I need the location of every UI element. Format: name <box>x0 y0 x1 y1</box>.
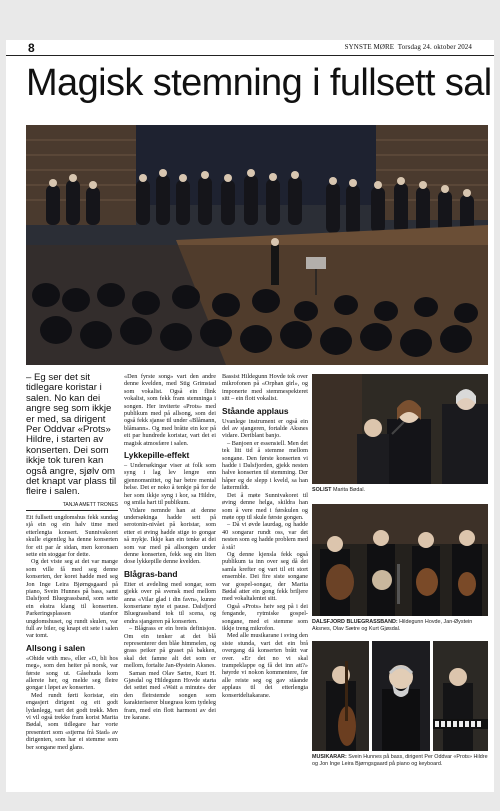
article-headline: Magisk stemning i fullsett sal <box>26 62 492 104</box>
caption-label: MUSIKARAR: <box>312 754 347 760</box>
subheading-blagras: Blågras-band <box>124 568 178 579</box>
newspaper-page <box>6 40 494 792</box>
publication-date: Torsdag 24. oktober 2024 <box>397 43 472 51</box>
caption-label: DALSFJORD BLUEGRASSBAND: <box>312 619 398 625</box>
paragraph: Med alle musikarane i sving den siste stunda, vart det ein brå overgang då konserten brått var over. «Er det no vi skal trampeklappe og få dei inn att?» høyrde vi nokon kommentere, før alle reiste seg og gav ståande applaus til dei etterlengta konsertdeltakarane. <box>222 632 308 699</box>
article-column-1 <box>26 373 118 751</box>
musician-photo-conductor <box>372 641 430 751</box>
paragraph: Og denne kjensla fekk også publikum ta inn over seg då dei samla krefter og vart til eit stort ensemble. Dei fire siste songane var gospel-songar, der Marita Bødal atter ein gong fekk briljere med vokaltalentet sitt. <box>222 550 308 603</box>
subheading-lykkepille: Lykkepille-effekt <box>124 450 190 461</box>
conductor-illustration <box>372 641 430 751</box>
choir-scene-illustration <box>26 125 488 365</box>
subheading-allsong: Allsong i salen <box>26 642 86 653</box>
paragraph: Bassist Hildegunn Hovde tok over mikrofonen på «Orphan girl», og imponerte med stemmespekteret sitt – ein flott vokalist. <box>222 373 308 403</box>
choir-concert-photo <box>26 125 488 365</box>
paragraph: Eit fullsett ungdomshus fekk sundag sjå ein og ein halv time med etterlengta konsert. Sunnivakoret skulle eigentleg ha denne konserten for eit par år sidan, men koronaen sette ein stoggar for dette. <box>26 513 118 558</box>
paragraph: Saman med Olav Sætre, Kurt H. Gjøsdal og Hildegunn Hovde starta dei settet med «Wait a minute» der den fleirstemde songen som karakteriserer bluegrass kom tydeleg fram, med ein flott harmoni av dei tre karane. <box>124 669 216 722</box>
publication-line <box>345 43 472 51</box>
paragraph: Med rundt førti koristar, ein engasjert dirigent og eit godt lydanlegg, vart det godt trøkk. Men vi vil også trekke fram korist Marita Bødal, som tidlegare har vorte presentert som «stjerna frå Stad» av dirigenten, som har ei stemme som ber songane med glans. <box>26 691 118 751</box>
publication-name: SYNSTE MØRE <box>344 43 395 51</box>
paragraph: – Då vi øvde laurdag, og hadde 40 songarar rundt oss, var det nesten som eg hadde problem med å stå! <box>222 521 308 551</box>
article-ingress: – Eg ser det sit tidlegare koristar i salen. No kan dei angre seg som ikkje er med, sa dirigent Per Oddvar «Prots» Hildre, i starten av konserten. Dei som ikkje tok turen kan også angre, sjølv om det knapt var plass til fleire i salen. <box>26 372 117 498</box>
pianist-illustration <box>433 641 488 751</box>
caption-text: Hildegunn Hovde, Jan-Øystein Aksnes, Olav Sætre og Kurt Gjøsdal. <box>312 619 473 632</box>
caption-label: SOLIST <box>312 487 332 493</box>
paragraph: – Blågrass er ein breis definisjon. Om ein tenker at det blå representerer den blåe himmelen, og grass peiker på graset på bakken, skal det famne alt det som er mellom, fortalte Jan-Øystein Aksnes. <box>124 625 216 670</box>
soloist-photo <box>312 374 488 484</box>
bassist-illustration <box>312 641 369 751</box>
article-column-3 <box>222 373 308 699</box>
bluegrass-band-photo <box>312 504 488 616</box>
article-column-2 <box>124 373 216 721</box>
soloist-illustration <box>312 374 488 484</box>
article-byline: TANJA AMETT TRONES <box>26 502 118 511</box>
musician-photo-bass <box>312 641 369 751</box>
paragraph: Vidare nemnde han at denne undersøkinga hadde sett på serotonin-nivået på koristar, som etter ei øving hadde stige to gongar så mykje. Ikkje kan ein tenke at dei som var med på allsongen under denne konserten, fekk seg ein liten dose lykkepille denne kvelden. <box>124 506 216 566</box>
paragraph: Og det viste seg at det var mange som ville få med seg denne konserten, der koret hadde med seg Jon Inge Leira Bjørngsgaard på piano, Svein Hunnes på bass, samt Dalsfjord Bluegrassband, som sette ein ekstra klang til konserten. Parkeringsplassen utanfor ungdomshuset, og rundt skulen, var full av biler, og knapt eit sete i salen var tomt. <box>26 558 118 640</box>
musicians-caption <box>312 754 488 767</box>
paragraph: «Den fyrste song» vart den andre denne kvelden, med Stig Grimstad som vokalist. Også ein flink vokalist, som fekk fram stemninga i songen. Her inviterte «Prots» med publikum med på allsong, som dei også fekk sjanse til under «Blåmann, blåmann». Og med bråtte ein kor på eit par hundrede koristar, vart det ei magisk atmosfære i salen. <box>124 373 216 447</box>
paragraph: Etter ei avdeling med songar, som gjekk over på svensk med mellom anna «Vilar glad i din favn», kunne konsertane nyte ei pause. Dalsfjord Bluegrassband tok til scena, og endra sjangeren på konserten. <box>124 580 216 625</box>
band-caption <box>312 619 488 632</box>
subheading-staande-applaus: Ståande applaus <box>222 405 289 416</box>
paragraph: Uvanlege instrument er også ein del av sjangeren, fortalde Aksnes vidare. Deriblant banjo. <box>222 417 308 440</box>
paragraph: – Undersøkingar viser at folk som syng i lag lev lengre enn gjennomsnittet, og har betre mental helse. Det er noko å tenkje på for de her som ikkje syng i kor, sa Hildre, og smila hart til publikum. <box>124 462 216 507</box>
musician-photo-piano <box>433 641 488 751</box>
caption-text: Marita Bødal. <box>332 487 366 493</box>
page-header <box>6 40 494 56</box>
page-number: 8 <box>28 41 35 55</box>
caption-text: Svein Hunnes på bass, dirigent Per Oddvar «Prots» Hildre og Jon Inge Leira Bjørngsgaard på piano og keyboard. <box>312 754 488 767</box>
soloist-caption <box>312 487 488 494</box>
band-illustration <box>312 504 488 616</box>
paragraph: – Banjoen er essensiell. Men det tek litt tid å stemme mellom songane. Den første konserten vi hadde i Dalsfjorden, gjekk nesten halve konserten til stemming. Der håper eg de slepp i kveld, sa han lattermildt. <box>222 439 308 492</box>
paragraph: Det å møte Sunnivakoret til øving denne helga, skildra han som å vere med i førskulen og møte opp til skule første gongen. <box>222 491 308 521</box>
paragraph: «Ohide with me», eller «O, bli hos meg», som den heiter på norsk, var første song ut. Gåsehuda kom allereie her, og melde seg fleire gongar i løpet av konserten. <box>26 654 118 692</box>
paragraph: Også «Prots» heiv seg på i dei fengande, rytmiske gospel-songane, med ei stemme som ikkje treng mikrofon. <box>222 602 308 632</box>
